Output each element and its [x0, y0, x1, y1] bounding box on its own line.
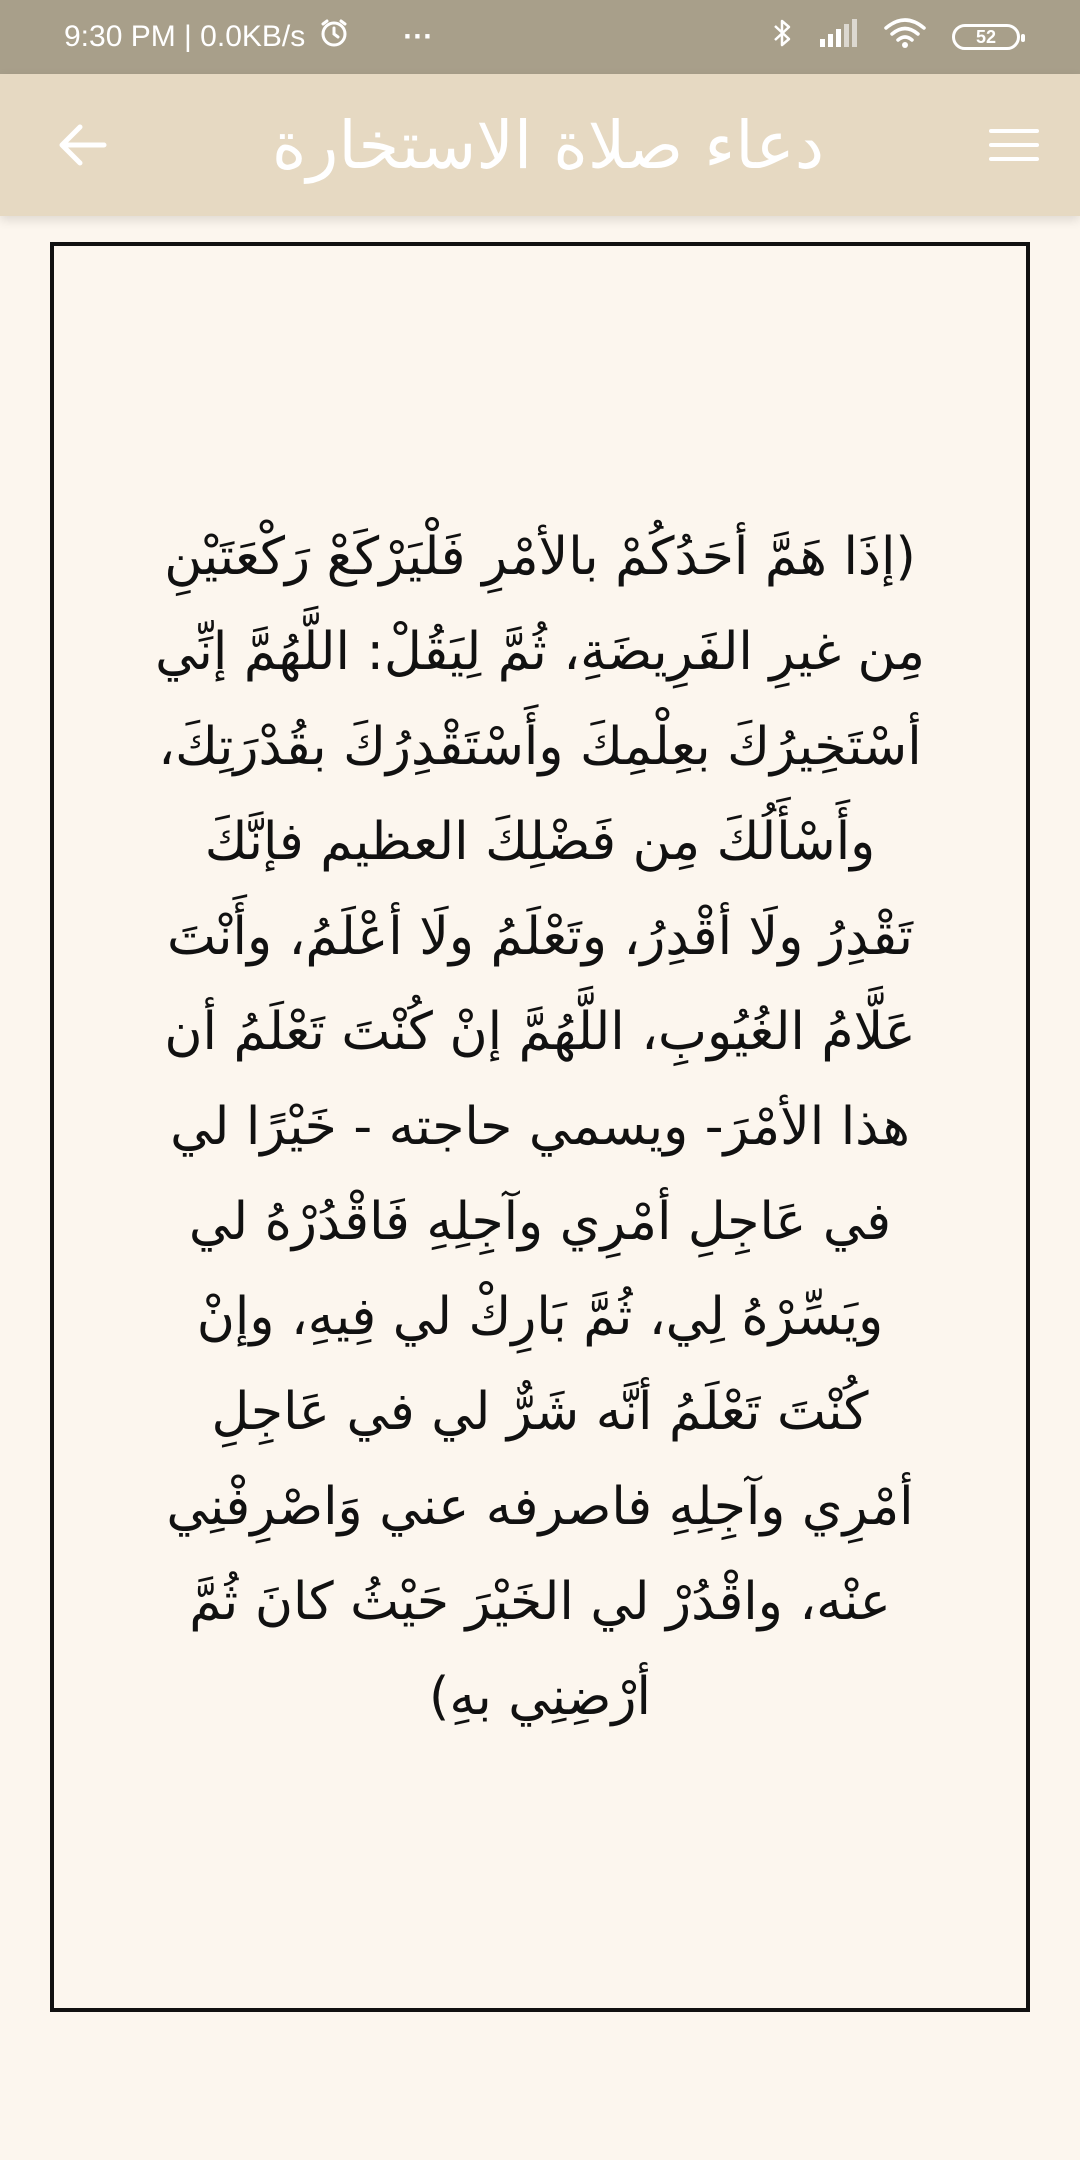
- status-right: [772, 17, 1020, 57]
- wifi-icon: [884, 17, 926, 57]
- battery-icon: 52: [952, 24, 1020, 50]
- hamburger-menu-icon[interactable]: [984, 115, 1044, 175]
- app-bar: [0, 74, 1080, 216]
- status-left: [64, 18, 433, 56]
- bluetooth-icon: [772, 17, 794, 57]
- more-dots: ···: [403, 20, 434, 53]
- page-title: دعاء صلاة الاستخارة: [271, 106, 825, 184]
- status-time-speed: 9:30 PM | 0.0KB/s: [64, 20, 306, 53]
- signal-icon: [820, 19, 858, 55]
- status-bar: [0, 0, 1080, 74]
- alarm-icon: [319, 18, 349, 56]
- dua-frame: [50, 242, 1030, 2012]
- dua-text: (إذَا هَمَّ أحَدُكُمْ بالأمْرِ فَلْيَرْكَعْ رَكْعَتَيْنِ مِن غيرِ الفَرِيضَةِ، ثُمَّ لِيَقُلْ: اللَّهُمَّ إنِّي أسْتَخِيرُكَ بعِلْمِكَ وأَسْتَقْدِرُكَ بقُدْرَتِكَ، وأَسْأَلُكَ مِن فَضْلِكَ العظيم فإنَّكَ تَقْدِرُ ولَا أقْدِرُ، وتَعْلَمُ ولَا أعْلَمُ، وأَنْتَ عَلَّامُ الغُيُوبِ، اللَّهُمَّ إنْ كُنْتَ تَعْلَمُ أن هذا الأمْرَ- ويسمي حاجته - خَيْرًا لي في عَاجِلِ أمْرِي وآجِلِهِ فَاقْدُرْهُ لي ويَسِّرْهُ لِي، ثُمَّ بَارِكْ لي فِيهِ، وإنْ كُنْتَ تَعْلَمُ أنَّه شَرٌّ لي في عَاجِلِ أمْرِي وآجِلِهِ فاصرفه عني وَاصْرِفْنِي عنْه، واقْدُرْ لي الخَيْرَ حَيْثُ كانَ ثُمَّ أرْضِنِي بهِ): [155, 526, 925, 1727]
- arrow-left-icon[interactable]: [52, 115, 112, 175]
